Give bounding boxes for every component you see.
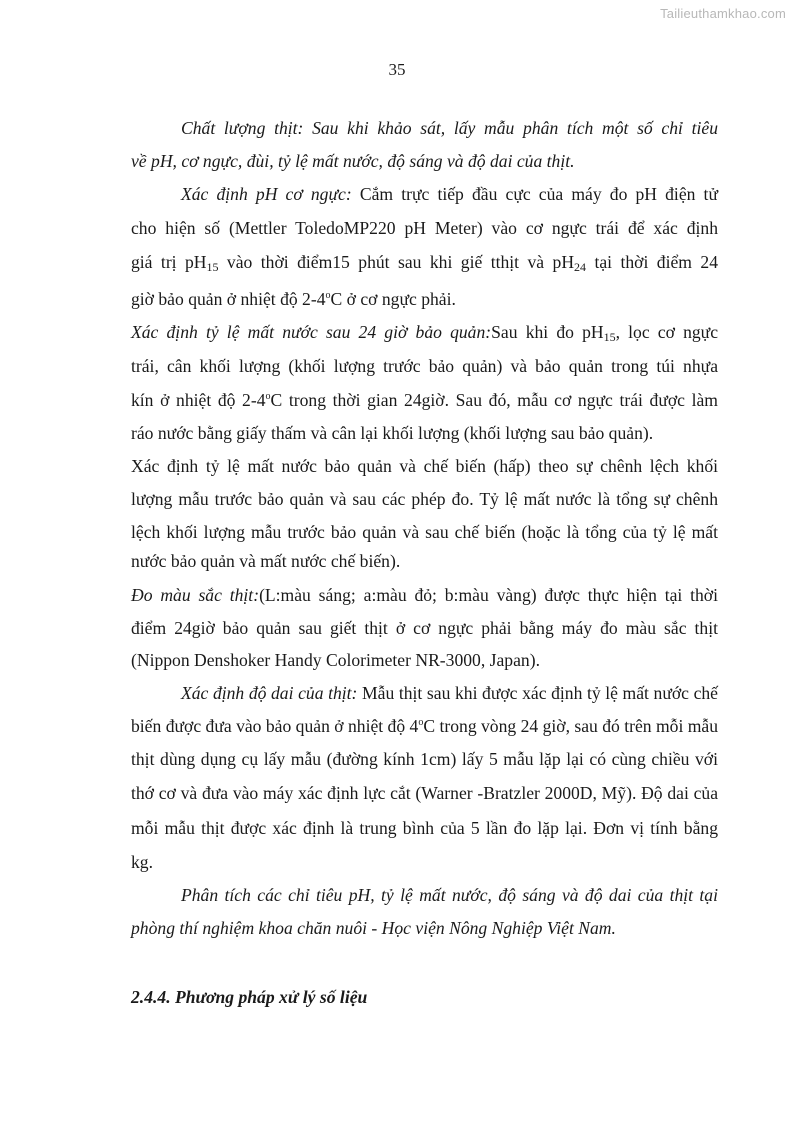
- text-part: (L:màu sáng; a:màu đỏ; b:màu vàng) được thực hiện tại thời: [259, 585, 718, 605]
- superscript: o: [325, 290, 331, 301]
- text-part: Sau khi đo pH: [491, 322, 604, 342]
- paragraph-3-line-3: [131, 389, 718, 411]
- text-part: biến được đưa vào bảo quản ở nhiệt độ 4: [131, 716, 419, 736]
- text-part: vào thời điểm15 phút sau khi giế tthịt và pH: [218, 252, 575, 272]
- paragraph-5-line-2: [131, 715, 718, 737]
- paragraph-1-line-1: Chất lượng thịt: Sau khi khảo sát, lấy mẫu phân tích một số chỉ tiêu: [181, 118, 718, 138]
- water-loss-label: Xác định tỷ lệ mất nước sau 24 giờ bảo quản:: [131, 322, 492, 342]
- paragraph-5-line-6: kg.: [131, 852, 153, 872]
- paragraph-3-line-7: lệch khối lượng mẫu trước bảo quản và sau chế biến (hoặc là tổng của tỷ lệ mất: [131, 522, 718, 542]
- paragraph-2-line-3: [131, 251, 718, 278]
- subscript: 15: [603, 330, 616, 344]
- text-part: C trong thời gian 24giờ. Sau đó, mẫu cơ ngực trái được làm: [270, 390, 718, 410]
- text-part: C ở cơ ngực phải.: [330, 289, 456, 309]
- superscript: o: [418, 717, 424, 728]
- paragraph-6-line-1: Phân tích các chỉ tiêu pH, tỷ lệ mất nước, độ sáng và độ dai của thịt tại: [181, 885, 718, 905]
- paragraph-5-line-1: [181, 682, 718, 704]
- section-heading: 2.4.4. Phương pháp xử lý số liệu: [131, 987, 368, 1007]
- paragraph-4-line-2: điểm 24giờ bảo quản sau giết thịt ở cơ ngực phải bằng máy đo màu sắc thịt: [131, 618, 718, 638]
- text-part: tại thời điểm 24: [586, 252, 718, 272]
- paragraph-3-line-2: trái, cân khối lượng (khối lượng trước bảo quản) và bảo quản trong túi nhựa: [131, 356, 718, 376]
- text-part: giá trị pH: [131, 252, 207, 272]
- paragraph-5-line-4: thớ cơ và đưa vào máy xác định lực cắt (Warner -Bratzler 2000D, Mỹ). Độ dai của: [131, 783, 718, 803]
- paragraph-4-line-3: (Nippon Denshoker Handy Colorimeter NR-3000, Japan).: [131, 650, 540, 670]
- text-part: giờ bảo quản ở nhiệt độ 2-4: [131, 289, 326, 309]
- paragraph-3-line-1: [131, 321, 718, 348]
- toughness-label: Xác định độ dai của thịt:: [181, 683, 358, 703]
- superscript: o: [265, 391, 271, 402]
- color-label: Đo màu sắc thịt:: [131, 585, 260, 605]
- paragraph-3-line-4: ráo nước bằng giấy thấm và cân lại khối lượng (khối lượng sau bảo quản).: [131, 423, 654, 443]
- paragraph-5-line-5: mỗi mẫu thịt được xác định là trung bình của 5 lần đo lặp lại. Đơn vị tính bằng: [131, 818, 718, 838]
- paragraph-4-line-1: [131, 584, 718, 606]
- paragraph-3-line-8: nước bảo quản và mất nước chế biến).: [131, 551, 401, 571]
- subscript: 15: [206, 260, 219, 274]
- page-number: 35: [388, 60, 406, 79]
- paragraph-6-line-2: phòng thí nghiệm khoa chăn nuôi - Học viện Nông Nghiệp Việt Nam.: [131, 918, 616, 938]
- subscript: 24: [574, 260, 587, 274]
- paragraph-3-line-5: Xác định tỷ lệ mất nước bảo quản và chế biến (hấp) theo sự chênh lệch khối: [131, 456, 718, 476]
- ph-text: Cắm trực tiếp đầu cực của máy đo pH điện tử: [351, 184, 718, 204]
- text-part: Mẫu thịt sau khi được xác định tỷ lệ mất nước chế: [357, 683, 718, 703]
- paragraph-5-line-3: thịt dùng dụng cụ lấy mẫu (đường kính 1cm) lấy 5 mẫu lặp lại có cùng chiều với: [131, 749, 718, 769]
- text-part: C trong vòng 24 giờ, sau đó trên mỗi mẫu: [423, 716, 719, 736]
- text-part: , lọc cơ ngực: [615, 322, 719, 342]
- paragraph-1-line-2: về pH, cơ ngực, đùi, tỷ lệ mất nước, độ sáng và độ dai của thịt.: [131, 151, 575, 171]
- text-part: kín ở nhiệt độ 2-4: [131, 390, 266, 410]
- paragraph-2-line-1: [181, 183, 718, 205]
- watermark: Tailieuthamkhao.com: [660, 6, 786, 21]
- paragraph-2-line-4: [131, 288, 718, 310]
- paragraph-2-line-2: cho hiện số (Mettler ToledoMP220 pH Meter) vào cơ ngực trái để xác định: [131, 218, 718, 238]
- paragraph-3-line-6: lượng mẫu trước bảo quản và sau các phép đo. Tỷ lệ mất nước là tổng sự chênh: [131, 489, 718, 509]
- ph-label: Xác định pH cơ ngực:: [181, 184, 352, 204]
